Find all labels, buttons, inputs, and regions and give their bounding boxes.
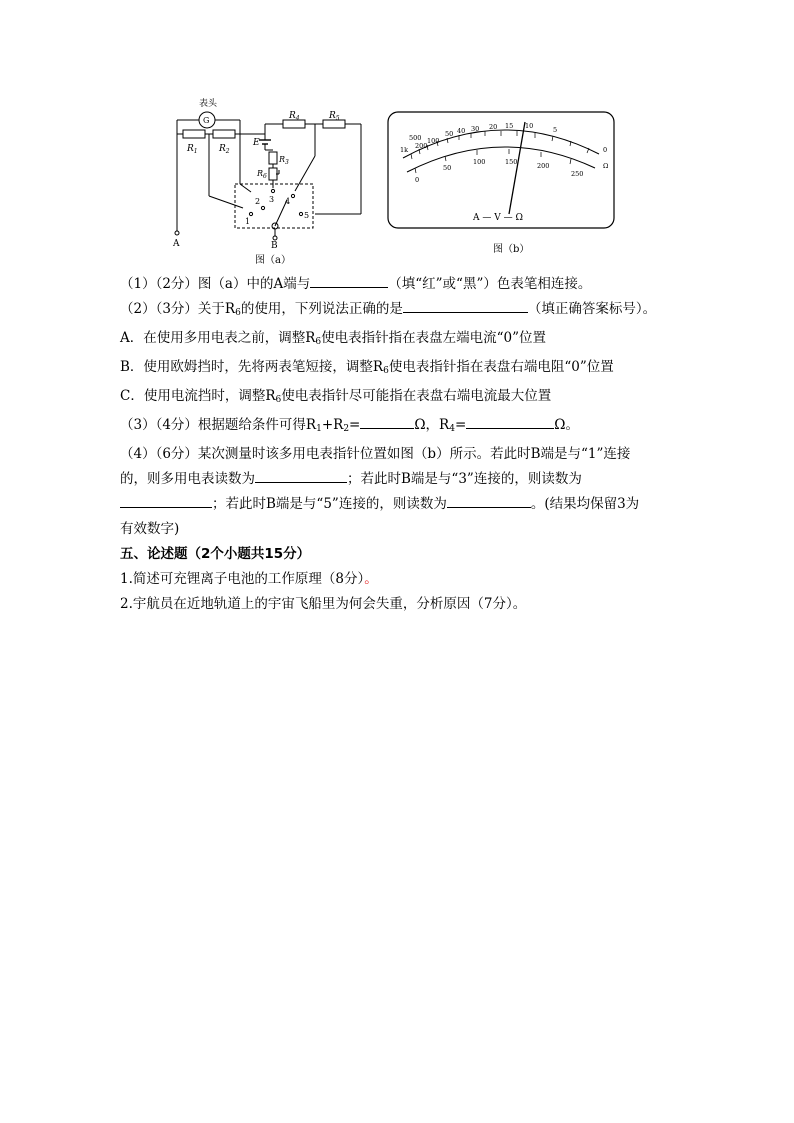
meter-dial [385,96,635,268]
figures [165,96,635,268]
q1-text-before: （1）（2分）图（a）中的A端与 [120,276,311,292]
label-r4: $R_4$ [289,111,300,122]
q3-eq: = [349,417,361,433]
option-b [120,355,690,384]
question-4-line-4 [120,517,690,542]
section-5-heading [120,542,690,567]
q2-answer-blank[interactable] [403,298,528,313]
ohm-tick-40: 40 [457,127,466,135]
ohm-tick-5: 5 [553,126,558,134]
q3-answer-blank-1[interactable] [360,414,414,429]
linear-tick-250: 250 [571,170,584,178]
ohm-tick-200: 200 [415,142,428,150]
question-4-line-1 [120,442,690,467]
option-c-before: C．使用电流挡时，调整R [120,388,276,404]
option-b-after: 使电表指针指在表盘右端电阻“0”位置 [388,359,614,375]
ohm-tick-50: 50 [445,130,454,138]
question-3 [120,413,690,442]
caption-b: 图（b） [493,244,530,255]
linear-tick-150: 150 [505,158,518,166]
option-a-sub: 6 [315,337,322,347]
linear-tick-0: 0 [415,176,420,184]
dial-label: A — V — Ω [473,213,523,223]
q3-text-before: （3）（4分）根据题给条件可得R [120,417,317,433]
label-r2: $R_2$ [219,144,230,155]
option-a-before: A．在使用多用电表之前，调整R [120,330,316,346]
question-text [120,272,690,617]
essay-2-text: 2.宇航员在近地轨道上的宇宙飞船里为何会失重，分析原因（7分）。 [120,596,527,612]
label-pos-4: 4 [285,197,291,206]
label-pos-2: 2 [255,197,261,206]
q3-answer-blank-2[interactable] [466,414,554,429]
q3-sub1: 1 [316,424,322,434]
linear-tick-100: 100 [473,158,486,166]
circuit-diagram [165,96,380,268]
option-a-after: 使电表指针指在表盘左端电流“0”位置 [321,330,547,346]
q2-text-mid: 的使用，下列说法正确的是 [240,301,403,317]
label-r5: $R_5$ [329,111,340,122]
caption-a: 图（a） [255,255,291,266]
essay-question-2 [120,592,690,617]
option-b-before: B．使用欧姆挡时，先将两表笔短接，调整R [120,359,384,375]
q3-omega1: Ω，R [414,417,450,433]
label-r1: $R_1$ [187,144,198,155]
question-4-line-3 [120,492,690,517]
label-pos-1: 1 [245,217,251,226]
q4-p3: ；若此时B端是与“3”连接的，则读数为 [347,471,582,487]
essay-1-text: 1.简述可充锂离子电池的工作原理（8分） [120,571,365,587]
option-a [120,326,690,355]
label-a: A [173,239,180,249]
q4-answer-blank-2[interactable] [120,493,212,508]
q1-text-after: （填“红”或“黑”）色表笔相连接。 [388,276,592,292]
option-c-sub: 6 [275,395,282,405]
ohm-tick-15: 15 [505,122,514,130]
essay-1-mark: 。 [364,571,378,587]
ohm-tick-10: 10 [525,122,534,130]
q3-omega2: Ω。 [554,417,579,433]
q3-sub2: 2 [343,424,350,434]
label-pos-5: 5 [304,211,310,220]
label-b: B [271,241,278,251]
question-1 [120,272,690,297]
q4-p1: （4）（6分）某次测量时该多用电表指针位置如图（b）所示。若此时B端是与“1”连接 [120,446,631,462]
ohm-tick-20: 20 [489,123,498,131]
q2-sub: 6 [235,308,241,318]
q3-sub4: 4 [449,424,455,434]
option-c-after: 使电表指针尽可能指在表盘右端电流最大位置 [281,388,552,404]
q3-eq2: = [454,417,467,433]
linear-tick-200: 200 [537,162,550,170]
option-b-sub: 6 [383,366,389,376]
label-r3: $R_3$ [279,155,289,166]
label-header: 表头 [199,99,218,109]
label-e: E [253,138,260,148]
q2-text-after: （填正确答案标号）。 [527,301,657,317]
q1-answer-blank[interactable] [310,273,388,288]
ohm-tick-30: 30 [471,125,480,133]
q2-text-before: （2）（3分）关于R [120,301,236,317]
option-c [120,384,690,413]
question-4-line-2 [120,467,690,492]
ohm-unit: Ω [603,162,609,170]
q4-p2: 的，则多用电表读数为 [120,471,255,487]
linear-tick-50: 50 [443,164,452,172]
question-2 [120,297,690,326]
ohm-tick-1k: 1k [400,146,409,154]
label-g: G [203,116,210,125]
q4-answer-blank-3[interactable] [447,493,531,508]
q4-p5: 。(结果均保留3为 [530,496,640,512]
ohm-tick-100: 100 [427,137,440,145]
q4-answer-blank-1[interactable] [255,468,347,483]
section-5-title: 五、论述题（2个小题共15分） [120,546,311,562]
q3-plus: +R [321,417,344,433]
ohm-tick-500: 500 [409,134,422,142]
label-pos-3: 3 [269,195,275,204]
essay-question-1 [120,567,690,592]
ohm-tick-0: 0 [603,146,608,154]
q4-p6: 有效数字) [120,521,180,537]
q4-p4: ；若此时B端是与“5”连接的，则读数为 [212,496,447,512]
label-r6: $R_6$ [257,169,267,180]
